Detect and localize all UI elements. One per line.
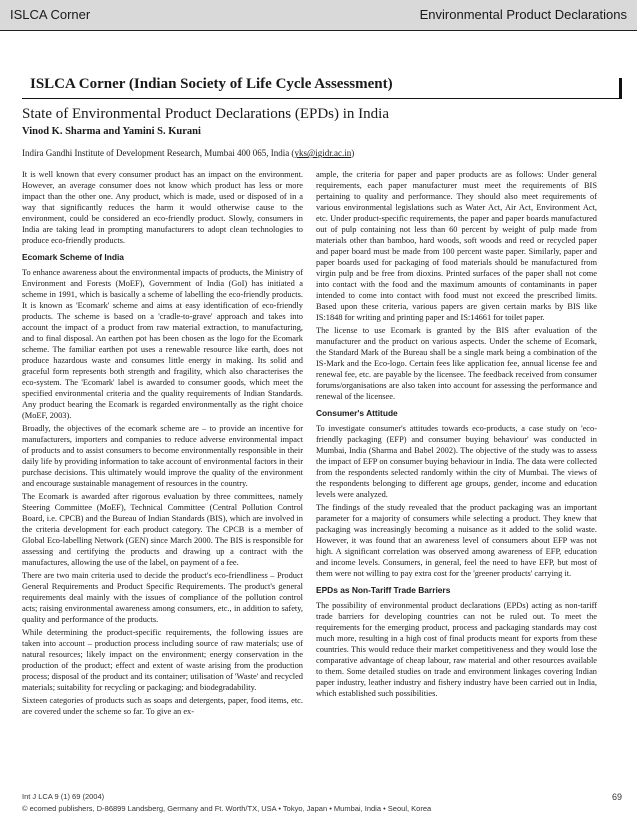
paragraph: While determining the product-specific requirements, the following issues are taken into account – production process including source of raw materials; use of natural resources; likely impact on the environment; energy conservation in the production of the product; effect and extent of waste arising from the production process; disposal of the product and its container; utilisation of 'Waste' and recycled materials; suitability for recycling or packaging; and biodegradability. bbox=[22, 628, 303, 692]
paragraph: ample, the criteria for paper and paper products are as follows: Under general requirements, each paper manufacturer must meet the requirements of BIS pertaining to quality and performance. They should also meet requirements of various environmental legislations such as Water Act, Air Act, Environment Act, etc. Under product-specific requirements, the paper and paper boards manufactured out of pulp containing not less than 60 percent by weight of pulp made from materials other than bamboo, hard woods, soft woods and reed or recycled paper and paper board must be made from 100 percent waste paper. Similarly, paper and paper boards used for packaging of food materials should be manufactured from virgin pulp and be free from dioxins. Printed surfaces of the paper shall not come into contact with the food and the maximum amounts of contaminants in paper intended to come into contact with food must not exceed the prescribed limits. Based upon these criteria, various papers are given certain marks by BIS like IS:1848 for writing and printing paper and IS:14661 for toilet paper. bbox=[316, 170, 597, 322]
authors: Vinod K. Sharma and Yamini S. Kurani bbox=[22, 126, 201, 137]
email-link[interactable]: yks@igidr.ac.in bbox=[294, 148, 352, 158]
section-banner bbox=[22, 74, 622, 100]
paragraph: There are two main criteria used to decide the product's eco-friendliness – Product General Requirements and Product Specific Requirements. The product's general requirements deal mainly with the issues of compliance of the pollution control acts; raising environmental awareness among consumers, etc., in addition to safety, quality and performance of the products. bbox=[22, 571, 303, 624]
section-heading-ecomark: Ecomark Scheme of India bbox=[22, 252, 124, 262]
banner-bar bbox=[619, 78, 622, 98]
header-right: Environmental Product Declarations bbox=[419, 7, 627, 22]
running-header bbox=[0, 0, 637, 31]
affiliation-close: ) bbox=[351, 148, 355, 158]
intro-paragraph: It is well known that every consumer product has an impact on the environment. However, an average consumer does not know which product has less or more impact than the other one. Any product, which is made, used or disposed of in a way that significantly reduces the harm it would otherwise cause to the environment, could be considered an eco-friendly product. Slowly, consumers in India are taking lead in prompting manufacturers to adopt clean technologies to produce eco-friendly products. bbox=[22, 170, 303, 245]
paragraph: Sixteen categories of products such as soaps and detergents, paper, food items, etc. are covered under the scheme so far. To give an ex- bbox=[22, 696, 303, 716]
left-column bbox=[22, 169, 303, 719]
banner-title: ISLCA Corner (Indian Society of Life Cycle Assessment) bbox=[30, 76, 393, 92]
banner-rule bbox=[22, 98, 622, 99]
paragraph: The findings of the study revealed that the product packaging was an important parameter for a majority of consumers while selecting a product. They knew that packaging was increasingly becoming a nuisance as it added to the solid waste. However, it was found that an awareness level of consumers about EFP was not high. A significant correlation was observed among awareness of EFP, education and income levels. Consumers, in general, feel the need to have EFP, but most of them were not willing to pay extra cost for the 'greener products' carrying it. bbox=[316, 503, 597, 578]
paragraph: To investigate consumer's attitudes towards eco-products, a case study on 'eco-friendly packaging (EFP) and consumer buying behaviour' was conducted in Mumbai, India (Sharma and Babel 2002). The objective of the study was to assess the impact of EFP on consumer buying behaviour in India. The data were collected from the respondents selected randomly within the city of Mumbai. The views of the respondents belonging to different age groups, gender, income and education levels were analyzed. bbox=[316, 424, 597, 499]
paragraph: The Ecomark is awarded after rigorous evaluation by three committees, namely Steering Committee (MoEF), Technical Committee (Central Pollution Control Board, i.e. CPCB) and the Bureau of Indian Standards (BIS), which are involved in the criteria development for each product category. The CPCB is a member of Global Eco-labelling Network (GEN) since March 2000. The BIS is responsible for assessing and certifying the products and drawing up a contract with the manufactures, allowing the use of the label, on payment of a fee. bbox=[22, 492, 303, 567]
paragraph: Broadly, the objectives of the ecomark scheme are – to provide an incentive for manufacturers, importers and companies to reduce adverse environmental impact of products and to assist consumers to become environmentally responsible in their daily life by providing information to take account of environmental factors in their purchase decisions. This ultimately would improve the quality of the environment and encourage sustainable management of resources in the country. bbox=[22, 424, 303, 488]
paragraph: To enhance awareness about the environmental impacts of products, the Ministry of Environment and Forests (MoEF), Government of India (GoI) has initiated a scheme in 1991, which is basically a scheme of labelling the eco-friendly products. It is known as 'Ecomark' scheme and aims at easy identification of eco-friendly products. The scheme is based on a 'cradle-to-grave' approach and takes into account the impact of a product from raw material extraction, to manufacturing, and to final disposal. An earthen pot has been chosen as the logo for the Ecomark scheme. The familiar earthen pot uses a renewable resource like earth, does not produce hazardous waste and consumes little energy in making. Its solid and graceful form represents both strength and fragility, which also characterises the eco-system. The 'Ecomark' label is awarded to consumer goods, which meet the specified environmental criteria and the quality requirements of Indian Standards. Any product bearing the Ecomark is regarded environmentally as the right choice (MoEF, 2003). bbox=[22, 268, 303, 420]
affiliation bbox=[22, 148, 354, 158]
section-heading-epds: EPDs as Non-Tariff Trade Barriers bbox=[316, 585, 451, 595]
right-column bbox=[316, 169, 597, 701]
page-number: 69 bbox=[611, 792, 622, 802]
article-title: State of Environmental Product Declarations (EPDs) in India bbox=[22, 106, 389, 122]
publisher-line: © ecomed publishers, D-86899 Landsberg, Germany and Ft. Worth/TX, USA • Tokyo, Japan • Mumbai, India • Seoul, Korea bbox=[22, 804, 432, 813]
section-heading-consumer: Consumer's Attitude bbox=[316, 408, 398, 418]
journal-citation: Int J LCA 9 (1) 69 (2004) bbox=[22, 792, 105, 801]
affiliation-text: Indira Gandhi Institute of Development Research, Mumbai 400 065, India ( bbox=[22, 148, 295, 158]
header-left: ISLCA Corner bbox=[10, 7, 91, 22]
paragraph: The possibility of environmental product declarations (EPDs) acting as non-tariff trade barriers for developing countries can not be ruled out. To meet the requirements for the emerging product, process and packaging standards may cost much more, resulting in a high cost of final products meant for exports from these countries. This would reduce their market competitiveness and they would lose the comparative advantage of cheap labour, raw material and other resources available to them. Some detailed studies on trade and environment linkages covering Indian paper industry, leather industry and fishery industry have been carried out in India, which established such possibilities. bbox=[316, 601, 597, 698]
paragraph: The license to use Ecomark is granted by the BIS after evaluation of the manufacturer and the product on various aspects. Under the scheme of Ecomark, the Standard Mark of the Bureau shall be a single mark being a combination of the IS-Mark and the Eco-logo. Certain fees like application fee, annual license fee and renewal fee, etc. are payable by the licensee. The feedback received from consumer forums/organisations are also taken into account for assessing the performance and renewal of the licensee. bbox=[316, 326, 597, 401]
